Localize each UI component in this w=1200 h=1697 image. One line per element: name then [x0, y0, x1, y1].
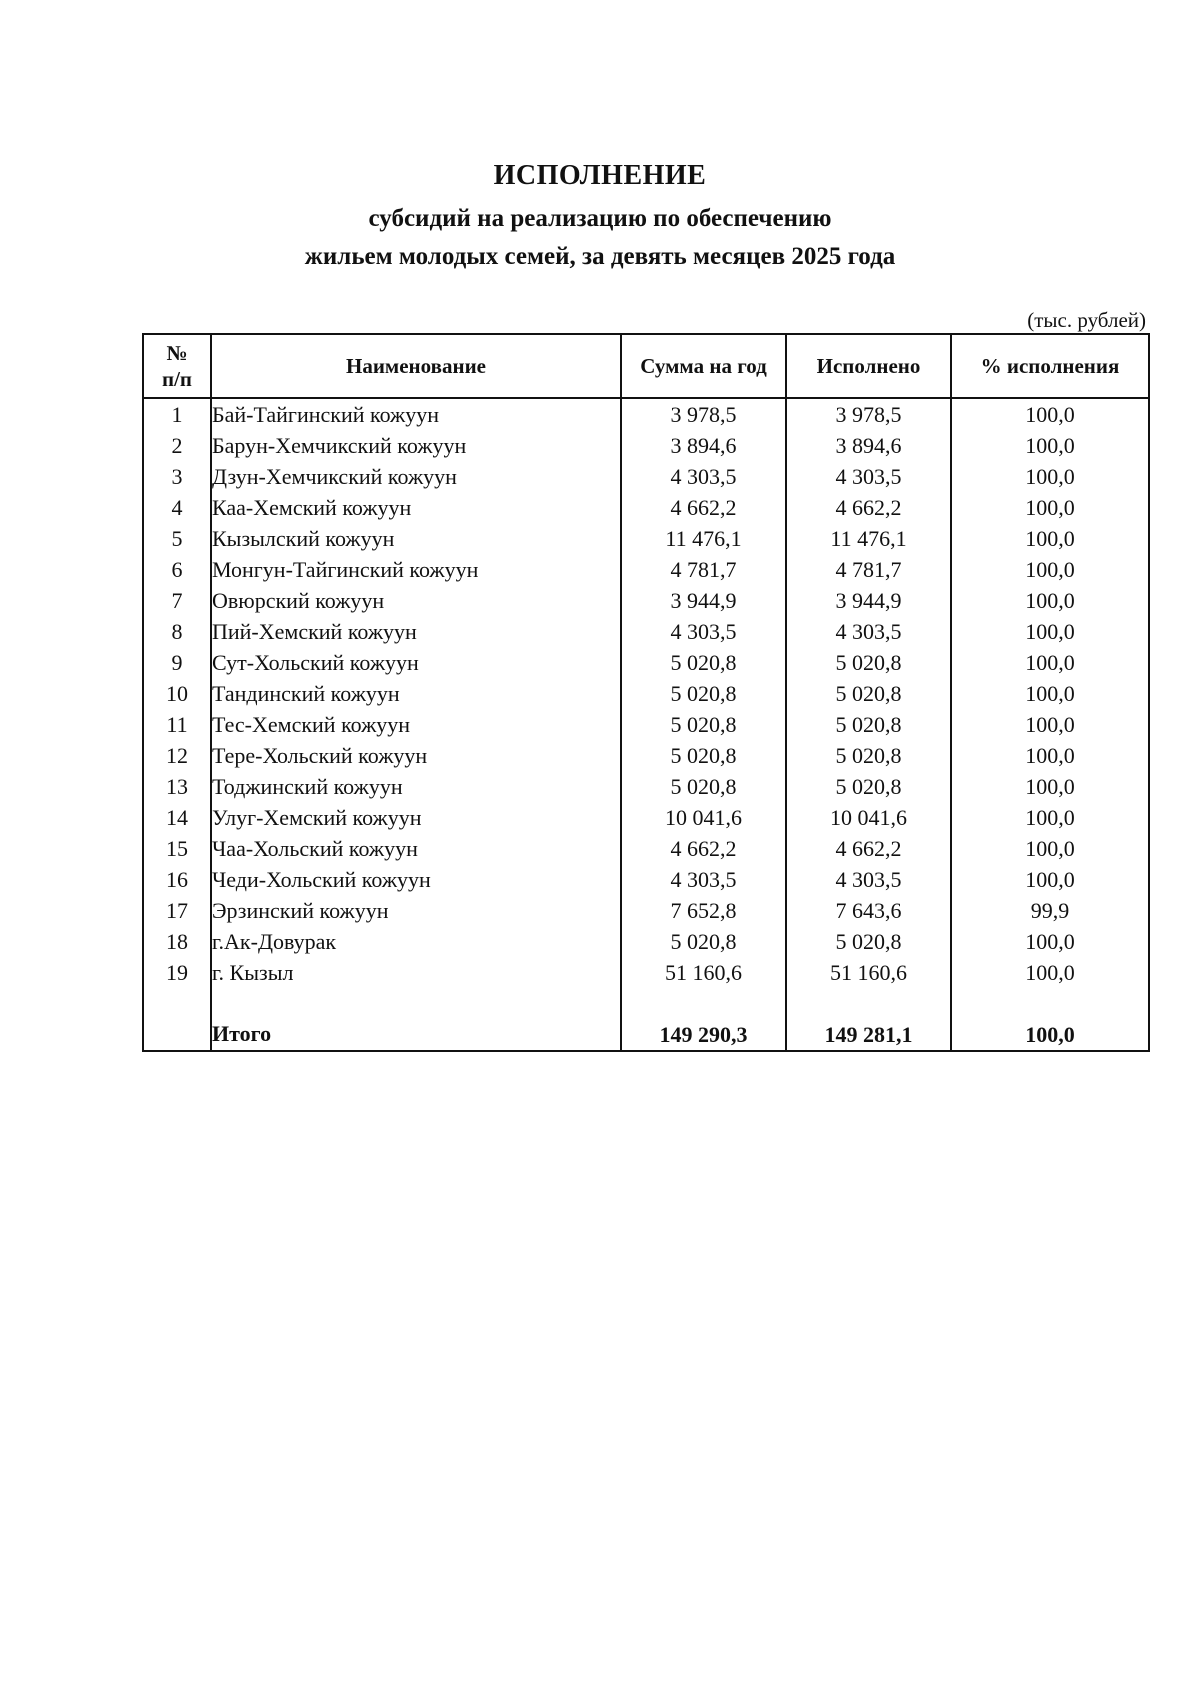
row-percent: 100,0	[951, 585, 1149, 616]
table-row	[143, 957, 1149, 988]
table-row	[143, 647, 1149, 678]
table-spacer-row	[143, 988, 1149, 1019]
table-row	[143, 616, 1149, 647]
row-done: 11 476,1	[786, 523, 951, 554]
row-percent: 100,0	[951, 709, 1149, 740]
row-plan: 10 041,6	[621, 802, 786, 833]
row-name: Тес-Хемский кожуун	[211, 709, 621, 740]
row-name: Каа-Хемский кожуун	[211, 492, 621, 523]
row-percent: 100,0	[951, 492, 1149, 523]
row-done: 3 978,5	[786, 398, 951, 430]
table-row	[143, 802, 1149, 833]
row-number: 6	[143, 554, 211, 585]
row-percent: 100,0	[951, 616, 1149, 647]
row-percent: 100,0	[951, 957, 1149, 988]
row-plan: 11 476,1	[621, 523, 786, 554]
row-percent: 100,0	[951, 740, 1149, 771]
row-name: Чеди-Хольский кожуун	[211, 864, 621, 895]
table-row	[143, 678, 1149, 709]
row-percent: 100,0	[951, 678, 1149, 709]
row-plan: 4 303,5	[621, 616, 786, 647]
row-plan: 51 160,6	[621, 957, 786, 988]
row-plan: 5 020,8	[621, 926, 786, 957]
row-name: г. Кызыл	[211, 957, 621, 988]
row-number: 7	[143, 585, 211, 616]
row-number: 1	[143, 398, 211, 430]
row-name: Сут-Хольский кожуун	[211, 647, 621, 678]
row-percent: 100,0	[951, 523, 1149, 554]
row-done: 5 020,8	[786, 740, 951, 771]
row-done: 4 303,5	[786, 616, 951, 647]
row-number: 8	[143, 616, 211, 647]
row-name: Бай-Тайгинский кожуун	[211, 398, 621, 430]
table-row	[143, 430, 1149, 461]
row-number: 4	[143, 492, 211, 523]
row-plan: 5 020,8	[621, 678, 786, 709]
table-row	[143, 895, 1149, 926]
row-done: 5 020,8	[786, 771, 951, 802]
row-plan: 7 652,8	[621, 895, 786, 926]
row-done: 3 944,9	[786, 585, 951, 616]
row-plan: 5 020,8	[621, 647, 786, 678]
row-name: Монгун-Тайгинский кожуун	[211, 554, 621, 585]
row-number: 14	[143, 802, 211, 833]
row-percent: 99,9	[951, 895, 1149, 926]
table-row	[143, 740, 1149, 771]
row-plan: 4 303,5	[621, 461, 786, 492]
row-done: 5 020,8	[786, 709, 951, 740]
row-number: 15	[143, 833, 211, 864]
row-plan: 3 894,6	[621, 430, 786, 461]
row-number: 11	[143, 709, 211, 740]
row-percent: 100,0	[951, 647, 1149, 678]
document-subtitle-line-1: субсидий на реализацию по обеспечению	[368, 205, 832, 232]
column-header-percent: % исполнения	[951, 334, 1149, 398]
table-total-row	[143, 1019, 1149, 1051]
subsidy-execution-table	[142, 333, 1150, 1052]
table-row	[143, 585, 1149, 616]
table-row	[143, 523, 1149, 554]
row-done: 5 020,8	[786, 647, 951, 678]
row-number: 13	[143, 771, 211, 802]
row-percent: 100,0	[951, 398, 1149, 430]
column-header-number	[143, 334, 211, 398]
row-number: 10	[143, 678, 211, 709]
row-percent: 100,0	[951, 926, 1149, 957]
table-row	[143, 833, 1149, 864]
row-number: 9	[143, 647, 211, 678]
row-name: Кызылский кожуун	[211, 523, 621, 554]
row-name: Эрзинский кожуун	[211, 895, 621, 926]
row-done: 5 020,8	[786, 678, 951, 709]
row-name: Барун-Хемчикский кожуун	[211, 430, 621, 461]
row-name: Тандинский кожуун	[211, 678, 621, 709]
row-plan: 3 944,9	[621, 585, 786, 616]
table-row	[143, 709, 1149, 740]
row-name: Тоджинский кожуун	[211, 771, 621, 802]
row-percent: 100,0	[951, 833, 1149, 864]
row-plan: 3 978,5	[621, 398, 786, 430]
row-plan: 4 303,5	[621, 864, 786, 895]
total-number-cell	[143, 1019, 211, 1051]
row-number: 12	[143, 740, 211, 771]
row-name: г.Ак-Довурак	[211, 926, 621, 957]
row-done: 51 160,6	[786, 957, 951, 988]
table-body	[143, 398, 1149, 1051]
row-percent: 100,0	[951, 430, 1149, 461]
row-done: 4 662,2	[786, 833, 951, 864]
row-percent: 100,0	[951, 554, 1149, 585]
row-plan: 5 020,8	[621, 740, 786, 771]
row-plan: 4 662,2	[621, 492, 786, 523]
row-done: 3 894,6	[786, 430, 951, 461]
row-plan: 5 020,8	[621, 709, 786, 740]
row-done: 4 781,7	[786, 554, 951, 585]
row-name: Тере-Хольский кожуун	[211, 740, 621, 771]
row-number: 5	[143, 523, 211, 554]
units-note: (тыс. рублей)	[1027, 308, 1146, 332]
row-done: 4 303,5	[786, 461, 951, 492]
table-row	[143, 461, 1149, 492]
column-header-name: Наименование	[211, 334, 621, 398]
table-row	[143, 398, 1149, 430]
row-number: 2	[143, 430, 211, 461]
row-done: 4 303,5	[786, 864, 951, 895]
row-plan: 5 020,8	[621, 771, 786, 802]
row-number: 18	[143, 926, 211, 957]
row-percent: 100,0	[951, 802, 1149, 833]
row-percent: 100,0	[951, 864, 1149, 895]
row-name: Пий-Хемский кожуун	[211, 616, 621, 647]
column-header-number-line-1: №	[166, 341, 188, 365]
table-row	[143, 926, 1149, 957]
table-row	[143, 492, 1149, 523]
row-name: Дзун-Хемчикский кожуун	[211, 461, 621, 492]
row-done: 4 662,2	[786, 492, 951, 523]
row-number: 16	[143, 864, 211, 895]
row-name: Чаа-Хольский кожуун	[211, 833, 621, 864]
table-row	[143, 554, 1149, 585]
table-row	[143, 864, 1149, 895]
column-header-number-line-2: п/п	[161, 367, 193, 391]
column-header-done: Исполнено	[786, 334, 951, 398]
total-plan: 149 290,3	[621, 1019, 786, 1051]
total-label: Итого	[211, 1019, 621, 1051]
row-number: 17	[143, 895, 211, 926]
total-percent: 100,0	[951, 1019, 1149, 1051]
total-done: 149 281,1	[786, 1019, 951, 1051]
row-done: 7 643,6	[786, 895, 951, 926]
row-name: Овюрский кожуун	[211, 585, 621, 616]
table-header-row	[143, 334, 1149, 398]
row-plan: 4 781,7	[621, 554, 786, 585]
row-done: 10 041,6	[786, 802, 951, 833]
row-number: 19	[143, 957, 211, 988]
row-number: 3	[143, 461, 211, 492]
row-percent: 100,0	[951, 461, 1149, 492]
document-title: ИСПОЛНЕНИЕ	[493, 160, 707, 191]
row-plan: 4 662,2	[621, 833, 786, 864]
document-subtitle-line-2: жильем молодых семей, за девять месяцев 2025 года	[304, 243, 896, 270]
table-row	[143, 771, 1149, 802]
row-name: Улуг-Хемский кожуун	[211, 802, 621, 833]
column-header-plan: Сумма на год	[621, 334, 786, 398]
row-done: 5 020,8	[786, 926, 951, 957]
row-percent: 100,0	[951, 771, 1149, 802]
